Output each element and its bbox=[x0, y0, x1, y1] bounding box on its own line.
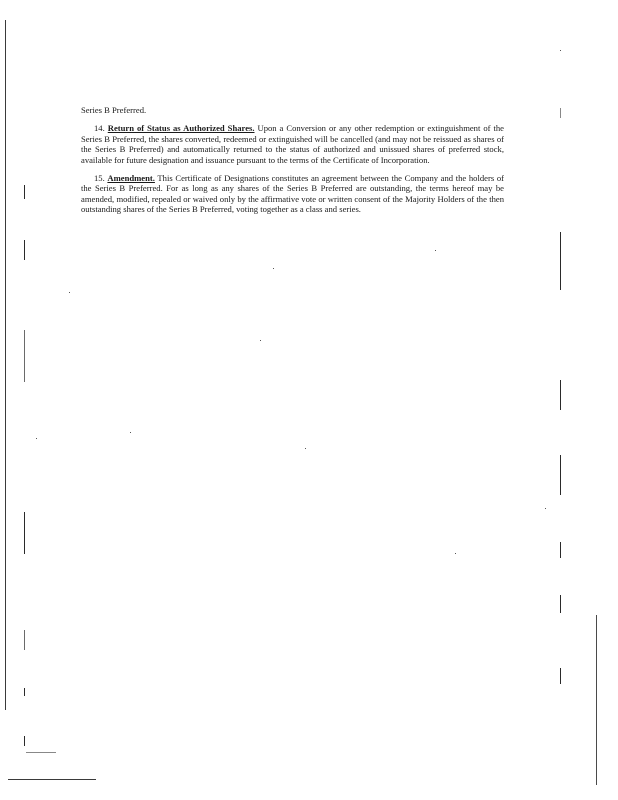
scan-mark bbox=[24, 185, 25, 199]
scan-edge-line-left bbox=[5, 20, 6, 710]
scan-mark bbox=[560, 108, 561, 118]
scan-speck bbox=[69, 292, 70, 293]
section-14 bbox=[81, 123, 504, 165]
scan-mark bbox=[24, 688, 25, 696]
document-body bbox=[81, 105, 504, 223]
scan-speck bbox=[130, 432, 131, 433]
scan-mark bbox=[560, 668, 561, 684]
scan-edge-line-right bbox=[596, 615, 597, 785]
section-number: 15. bbox=[94, 173, 105, 184]
section-heading: Amendment. bbox=[107, 173, 155, 184]
scan-mark bbox=[24, 736, 25, 746]
section-body: This Certificate of Designations constitutes an agreement between the Company and the holders of the Series B Preferred. For as long as any shares of the Series B Preferred are outstanding, the terms hereof may be amended, modified, repealed or waived only by the affirmative vote or written consent of the Majority Holders of the then outstanding shares of the Series B Preferred, voting together as a class and series. bbox=[81, 173, 504, 215]
scan-speck bbox=[36, 438, 37, 439]
scan-speck bbox=[545, 508, 546, 509]
section-15 bbox=[81, 173, 504, 215]
scan-mark bbox=[24, 240, 25, 260]
scan-speck bbox=[560, 50, 561, 51]
scan-bottom-dash bbox=[26, 752, 56, 753]
section-body: Upon a Conversion or any other redemption or extinguishment of the Series B Preferred, the shares converted, redeemed or extinguished will be cancelled (and may not be reissued as shares of the Series B Preferred) and automatically returned to the status of authorized and unissued shares of preferred stock, available for future designation and issuance pursuant to the terms of the Certificate of Incorporation. bbox=[81, 123, 504, 165]
scan-speck bbox=[273, 268, 274, 269]
scan-speck bbox=[435, 250, 436, 251]
section-number: 14. bbox=[94, 123, 105, 134]
scan-mark bbox=[560, 455, 561, 495]
scan-mark bbox=[24, 330, 25, 382]
scan-mark bbox=[560, 232, 561, 290]
scan-mark bbox=[24, 512, 25, 554]
scan-bottom-line bbox=[8, 779, 96, 780]
scan-mark bbox=[560, 542, 561, 558]
section-heading: Return of Status as Authorized Shares. bbox=[107, 123, 255, 134]
lead-text: Series B Preferred. bbox=[81, 105, 147, 115]
scan-speck bbox=[305, 448, 306, 449]
scan-mark bbox=[560, 380, 561, 410]
scan-mark bbox=[24, 630, 25, 650]
scan-speck bbox=[455, 553, 456, 554]
scan-mark bbox=[560, 595, 561, 613]
scan-speck bbox=[260, 340, 261, 341]
